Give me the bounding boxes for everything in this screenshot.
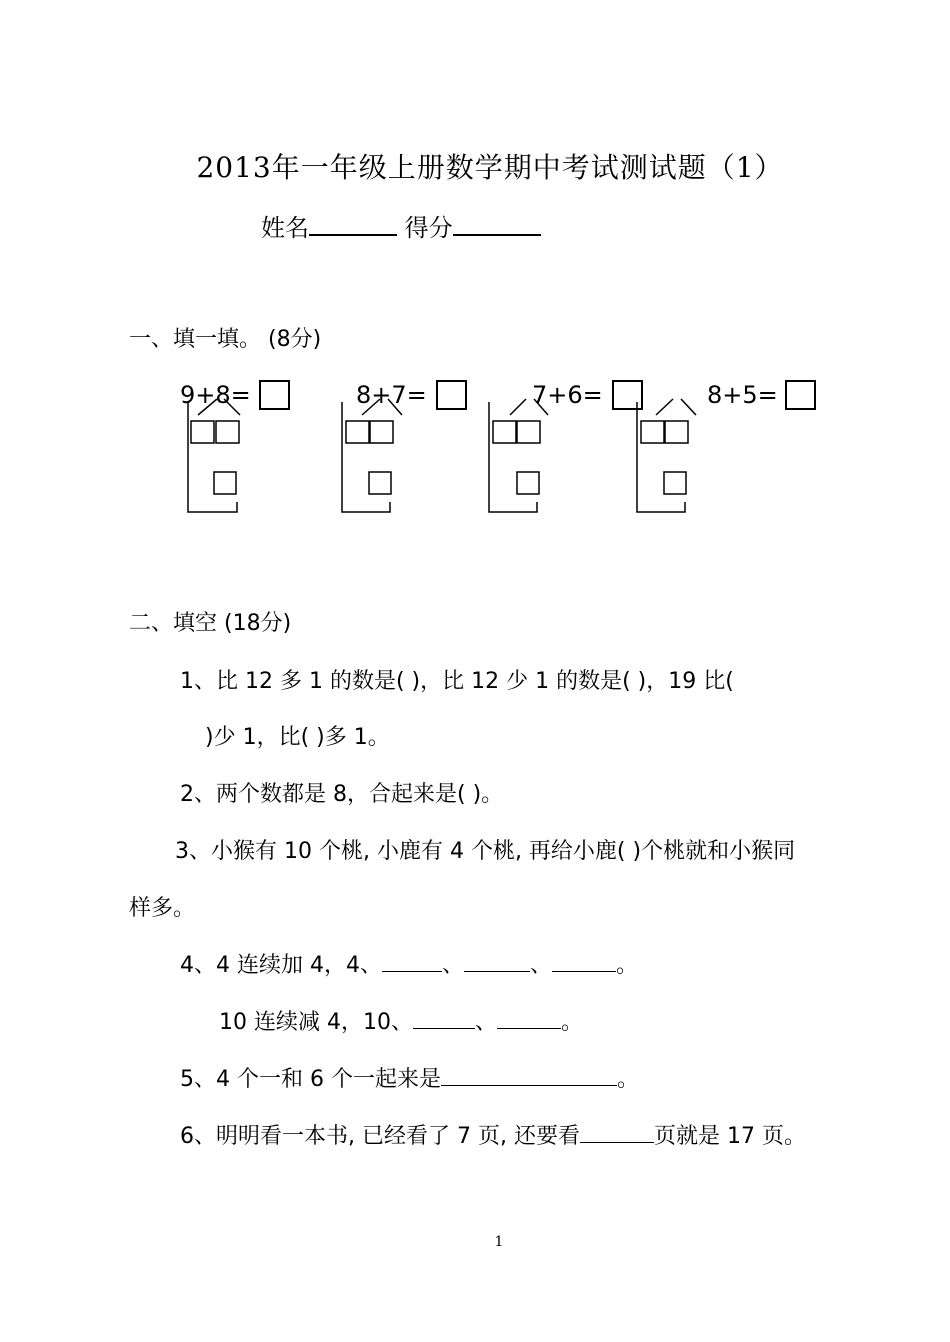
name-label: 姓名 bbox=[261, 214, 309, 242]
equation-2: 8+7= bbox=[356, 381, 427, 409]
question-2: 2、两个数都是 8，合起来是( )。 bbox=[180, 782, 504, 807]
fill-blank[interactable] bbox=[580, 1124, 654, 1143]
fill-blank[interactable] bbox=[441, 1067, 617, 1086]
page-title: 2013年一年级上册数学期中考试测试题（1） bbox=[196, 151, 784, 184]
fill-blank[interactable] bbox=[413, 1010, 475, 1029]
question-4-text: 4、4 连续加 4，4、 bbox=[180, 953, 382, 978]
equation-3: 7+6= bbox=[532, 381, 603, 409]
equation-1: 9+8= bbox=[180, 381, 251, 409]
question-4b bbox=[219, 1005, 583, 1036]
separator: 、 bbox=[474, 1010, 497, 1035]
period: 。 bbox=[616, 1067, 639, 1092]
fill-blank[interactable] bbox=[552, 953, 616, 972]
fill-blank[interactable] bbox=[497, 1010, 561, 1029]
question-4 bbox=[180, 948, 638, 979]
equation-4: 8+5= bbox=[707, 381, 778, 409]
page-number: 1 bbox=[494, 1234, 504, 1250]
section1-heading: 一、填一填。 (8分) bbox=[129, 327, 322, 352]
question-5-text: 5、4 个一和 6 个一起来是 bbox=[180, 1067, 441, 1092]
separator: 、 bbox=[530, 953, 553, 978]
question-3-line1: 3、小猴有 10 个桃, 小鹿有 4 个桃, 再给小鹿( )个桃就和小猴同 bbox=[175, 839, 796, 864]
question-1-line1: 1、比 12 多 1 的数是( )，比 12 少 1 的数是( )，19 比( bbox=[180, 669, 734, 694]
question-3-line2: 样多。 bbox=[129, 896, 196, 921]
score-label: 得分 bbox=[404, 214, 453, 242]
question-4b-text: 10 连续减 4，10、 bbox=[219, 1010, 413, 1035]
fill-blank[interactable] bbox=[464, 953, 530, 972]
decomposition-diagrams bbox=[0, 0, 950, 560]
question-1-line2: )少 1，比( )多 1。 bbox=[205, 725, 390, 750]
question-6-suffix: 页就是 17 页。 bbox=[653, 1124, 806, 1149]
period: 。 bbox=[561, 1010, 584, 1035]
question-6-text: 6、明明看一本书, 已经看了 7 页, 还要看 bbox=[180, 1124, 580, 1149]
fill-blank[interactable] bbox=[382, 953, 442, 972]
period: 。 bbox=[616, 953, 639, 978]
question-5 bbox=[180, 1062, 639, 1093]
separator: 、 bbox=[441, 953, 464, 978]
question-6 bbox=[180, 1119, 806, 1150]
section2-heading: 二、填空 (18分) bbox=[129, 611, 292, 636]
